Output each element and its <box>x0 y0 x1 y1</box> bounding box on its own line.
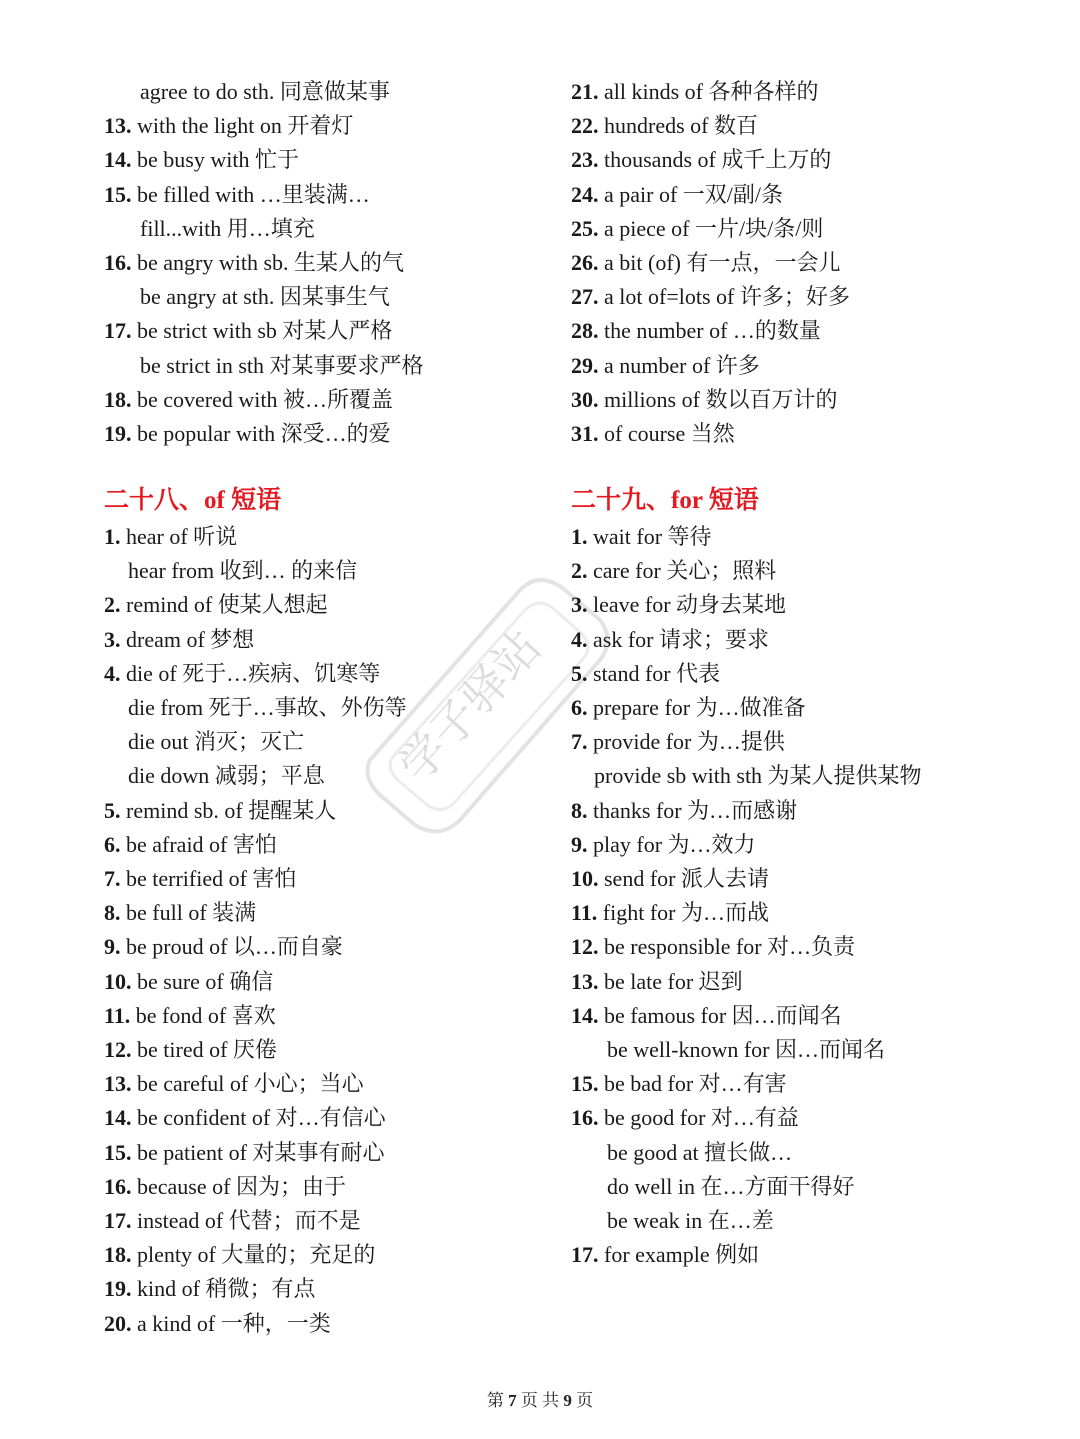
phrase-line <box>571 420 735 448</box>
item-number: 19. <box>104 1276 132 1302</box>
phrase-line <box>104 523 237 551</box>
phrase-text: be confident of 对…有信心 <box>131 1105 386 1131</box>
phrase-text: of course 当然 <box>598 421 735 446</box>
item-number: 9. <box>104 934 121 960</box>
phrase-line <box>571 626 769 654</box>
phrase-text: be sure of 确信 <box>131 968 274 994</box>
phrase-line <box>571 1241 759 1269</box>
phrase-text: be good for 对…有益 <box>598 1105 799 1131</box>
item-number: 30. <box>571 386 599 412</box>
phrase-text: with the light on 开着灯 <box>131 113 354 139</box>
phrase-line <box>571 694 806 722</box>
item-number: 28. <box>571 318 599 344</box>
phrase-line <box>571 1070 787 1098</box>
phrase-text: be afraid of 害怕 <box>120 831 277 857</box>
phrase-line <box>104 831 277 859</box>
phrase-line <box>571 968 743 996</box>
phrase-line <box>104 660 380 688</box>
phrase-text: be patient of 对某事有耐心 <box>131 1139 385 1165</box>
phrase-text: prepare for 为…做准备 <box>587 695 806 720</box>
phrase-line <box>571 215 823 243</box>
phrase-text: be good at 擅长做… <box>607 1139 793 1165</box>
page-footer <box>0 1390 1080 1412</box>
phrase-text: be busy with 忙于 <box>131 147 299 173</box>
phrase-text: thousands of 成千上万的 <box>598 147 832 173</box>
phrase-text: be terrified of 害怕 <box>120 866 297 891</box>
section-title-for: 二十九、for 短语 <box>571 487 759 514</box>
phrase-text: a lot of=lots of 许多；好多 <box>598 284 850 310</box>
item-number: 15. <box>104 1139 132 1165</box>
phrase-line <box>571 933 855 961</box>
phrase-line <box>140 352 424 380</box>
item-number: 1. <box>571 524 588 549</box>
phrase-text: be strict with sb 对某人严格 <box>131 318 393 344</box>
phrase-line <box>140 78 390 106</box>
phrase-line <box>571 523 712 551</box>
phrase-line <box>104 112 353 140</box>
phrase-line <box>571 352 760 380</box>
phrase-line <box>104 249 404 277</box>
phrase-text: provide for 为…提供 <box>587 729 785 755</box>
phrase-text: a pair of 一双/副/条 <box>598 181 784 207</box>
phrase-line <box>104 1036 277 1064</box>
phrase-line <box>140 283 390 311</box>
phrase-text: a bit (of) 有一点，一会儿 <box>598 250 841 275</box>
item-number: 5. <box>571 660 588 686</box>
footer-prefix: 第 <box>486 1391 504 1410</box>
item-number: 10. <box>571 866 599 891</box>
phrase-line <box>607 1173 855 1201</box>
footer-middle: 页 共 <box>520 1391 560 1410</box>
phrase-line <box>571 249 840 277</box>
item-number: 3. <box>571 592 588 618</box>
phrase-line <box>104 1139 384 1167</box>
item-number: 6. <box>571 695 588 720</box>
phrase-text: instead of 代替；而不是 <box>131 1208 361 1233</box>
phrase-line <box>128 728 304 756</box>
phrase-line <box>104 1173 346 1201</box>
phrase-line <box>104 865 296 893</box>
item-number: 18. <box>104 386 132 412</box>
phrase-line <box>607 1036 885 1064</box>
phrase-line <box>104 317 392 345</box>
footer-suffix: 页 <box>576 1391 594 1410</box>
phrase-text: thanks for 为…而感谢 <box>587 797 798 823</box>
section-title-of: 二十八、of 短语 <box>104 487 282 514</box>
phrase-text: hear from 收到… 的来信 <box>128 558 358 584</box>
phrase-line <box>128 762 325 790</box>
phrase-line <box>104 626 254 654</box>
phrase-line <box>104 591 328 619</box>
phrase-line <box>607 1207 774 1235</box>
phrase-text: be angry with sb. 生某人的气 <box>131 250 405 275</box>
phrase-text: provide sb with sth 为某人提供某物 <box>594 763 922 789</box>
phrase-text: hear of 听说 <box>120 524 238 549</box>
phrase-line <box>104 1275 315 1303</box>
item-number: 16. <box>104 1173 132 1199</box>
phrase-text: send for 派人去请 <box>598 866 769 891</box>
item-number: 9. <box>571 831 588 857</box>
item-number: 21. <box>571 79 599 104</box>
watermark-text: 学子驿站 <box>388 619 552 793</box>
phrase-line <box>571 728 785 756</box>
phrase-text: hundreds of 数百 <box>598 113 758 139</box>
item-number: 8. <box>104 900 121 926</box>
phrase-text: remind of 使某人想起 <box>120 592 328 618</box>
phrase-text: be bad for 对…有害 <box>598 1071 787 1097</box>
phrase-line <box>571 386 837 414</box>
phrase-text: be covered with 被…所覆盖 <box>131 386 393 412</box>
phrase-text: be responsible for 对…负责 <box>598 934 856 960</box>
item-number: 13. <box>104 113 132 139</box>
item-number: 27. <box>571 284 599 310</box>
item-number: 7. <box>104 866 121 891</box>
item-number: 2. <box>104 592 121 618</box>
item-number: 10. <box>104 968 132 994</box>
phrase-text: a number of 许多 <box>598 352 760 378</box>
phrase-text: fill...with 用…填充 <box>140 215 315 241</box>
phrase-text: for example 例如 <box>598 1242 760 1268</box>
item-number: 3. <box>104 626 121 652</box>
phrase-text: all kinds of 各种各样的 <box>598 79 819 104</box>
phrase-line <box>594 762 922 790</box>
phrase-text: millions of 数以百万计的 <box>598 386 838 412</box>
phrase-line <box>571 1002 842 1030</box>
item-number: 13. <box>571 968 599 994</box>
item-number: 11. <box>104 1002 131 1028</box>
phrase-text: die down 减弱；平息 <box>128 763 325 789</box>
phrase-text: be popular with 深受…的爱 <box>131 421 391 446</box>
phrase-text: kind of 稍微；有点 <box>131 1276 316 1302</box>
phrase-line <box>571 797 797 825</box>
phrase-line <box>104 933 343 961</box>
phrase-text: be full of 装满 <box>120 900 257 926</box>
phrase-line <box>571 317 821 345</box>
item-number: 15. <box>571 1071 599 1097</box>
phrase-text: fight for 为…而战 <box>597 900 770 926</box>
phrase-line <box>128 694 407 722</box>
phrase-line <box>104 797 336 825</box>
item-number: 14. <box>104 147 132 173</box>
phrase-text: care for 关心；照料 <box>587 558 777 584</box>
phrase-text: be weak in 在…差 <box>607 1208 774 1233</box>
item-number: 31. <box>571 421 599 446</box>
item-number: 17. <box>104 318 132 344</box>
phrase-text: play for 为…效力 <box>587 831 756 857</box>
item-number: 12. <box>104 1037 132 1062</box>
phrase-line <box>104 1207 361 1235</box>
phrase-line <box>104 899 256 927</box>
phrase-text: wait for 等待 <box>587 524 712 549</box>
item-number: 24. <box>571 181 599 207</box>
item-number: 23. <box>571 147 599 173</box>
item-number: 1. <box>104 524 121 549</box>
phrase-text: be well-known for 因…而闻名 <box>607 1037 886 1062</box>
item-number: 20. <box>104 1310 132 1336</box>
phrase-line <box>104 1002 276 1030</box>
phrase-text: a piece of 一片/块/条/则 <box>598 215 824 241</box>
phrase-text: remind sb. of 提醒某人 <box>120 797 337 823</box>
phrase-text: do well in 在…方面干得好 <box>607 1173 855 1199</box>
phrase-text: be late for 迟到 <box>598 968 743 994</box>
item-number: 17. <box>571 1242 599 1268</box>
phrase-line <box>104 420 391 448</box>
item-number: 25. <box>571 215 599 241</box>
phrase-line <box>571 660 720 688</box>
phrase-line <box>571 283 850 311</box>
phrase-line <box>104 968 273 996</box>
item-number: 29. <box>571 352 599 378</box>
phrase-line <box>571 831 756 859</box>
phrase-text: a kind of 一种，一类 <box>131 1310 331 1336</box>
phrase-line <box>104 1241 375 1269</box>
footer-total-pages: 9 <box>563 1391 572 1410</box>
phrase-line <box>571 78 819 106</box>
item-number: 7. <box>571 729 588 755</box>
phrase-line <box>571 865 769 893</box>
item-number: 17. <box>104 1208 132 1233</box>
phrase-line <box>140 215 315 243</box>
phrase-text: ask for 请求；要求 <box>587 626 769 652</box>
phrase-text: dream of 梦想 <box>120 626 255 652</box>
item-number: 12. <box>571 934 599 960</box>
phrase-text: die of 死于…疾病、饥寒等 <box>120 660 381 686</box>
phrase-text: leave for 动身去某地 <box>587 592 787 618</box>
item-number: 2. <box>571 558 588 584</box>
item-number: 4. <box>571 626 588 652</box>
phrase-text: die from 死于…事故、外伤等 <box>128 695 407 720</box>
phrase-text: agree to do sth. 同意做某事 <box>140 79 390 104</box>
phrase-line <box>571 146 831 174</box>
phrase-line <box>571 899 769 927</box>
item-number: 15. <box>104 181 132 207</box>
footer-page-number: 7 <box>508 1391 517 1410</box>
phrase-text: because of 因为；由于 <box>131 1173 346 1199</box>
phrase-text: be tired of 厌倦 <box>131 1037 277 1062</box>
item-number: 18. <box>104 1242 132 1268</box>
item-number: 14. <box>571 1002 599 1028</box>
phrase-line <box>104 181 370 209</box>
phrase-line <box>104 146 299 174</box>
item-number: 4. <box>104 660 121 686</box>
phrase-line <box>571 112 758 140</box>
phrase-line <box>571 181 783 209</box>
phrase-line <box>104 1070 364 1098</box>
phrase-text: be proud of 以…而自豪 <box>120 934 343 960</box>
phrase-text: be filled with …里装满… <box>131 181 370 207</box>
phrase-text: be careful of 小心；当心 <box>131 1071 364 1097</box>
phrase-line <box>128 557 357 585</box>
phrase-text: be famous for 因…而闻名 <box>598 1002 842 1028</box>
item-number: 26. <box>571 250 599 275</box>
phrase-line <box>571 557 776 585</box>
item-number: 11. <box>571 900 598 926</box>
item-number: 16. <box>104 250 132 275</box>
item-number: 14. <box>104 1105 132 1131</box>
phrase-text: die out 消灭；灭亡 <box>128 729 304 755</box>
phrase-text: be angry at sth. 因某事生气 <box>140 284 390 310</box>
phrase-text: be fond of 喜欢 <box>130 1002 276 1028</box>
item-number: 8. <box>571 797 588 823</box>
phrase-text: the number of …的数量 <box>598 318 821 344</box>
phrase-line <box>104 1310 331 1338</box>
phrase-line <box>104 1104 386 1132</box>
item-number: 13. <box>104 1071 132 1097</box>
phrase-line <box>607 1139 792 1167</box>
item-number: 22. <box>571 113 599 139</box>
phrase-line <box>104 386 393 414</box>
phrase-line <box>571 1104 799 1132</box>
phrase-text: plenty of 大量的；充足的 <box>131 1242 376 1268</box>
watermark-inner-outline <box>390 603 588 810</box>
item-number: 19. <box>104 421 132 446</box>
item-number: 16. <box>571 1105 599 1131</box>
item-number: 6. <box>104 831 121 857</box>
phrase-text: stand for 代表 <box>587 660 721 686</box>
phrase-line <box>571 591 786 619</box>
item-number: 5. <box>104 797 121 823</box>
phrase-text: be strict in sth 对某事要求严格 <box>140 352 424 378</box>
